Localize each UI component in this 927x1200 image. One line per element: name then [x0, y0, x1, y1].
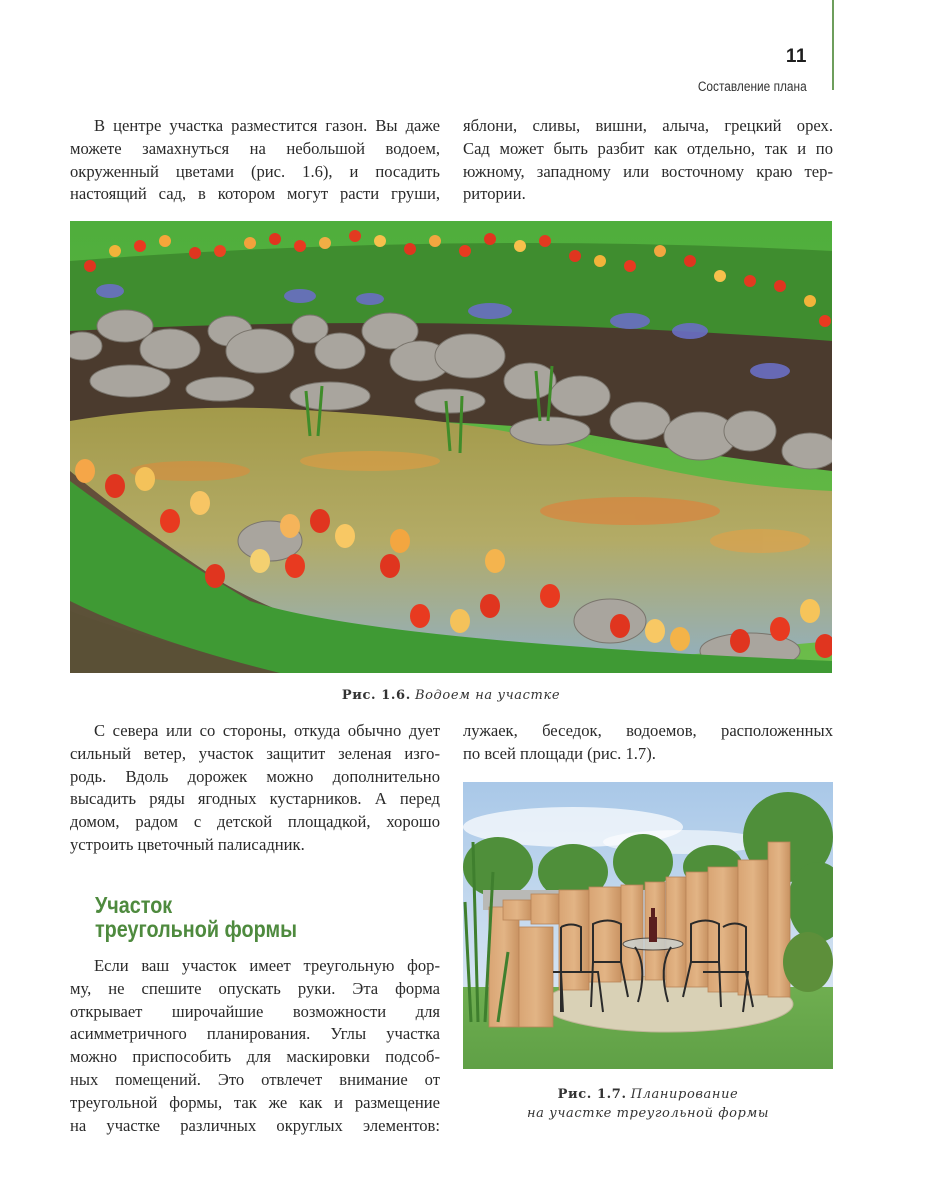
middle-paragraph-left: [70, 720, 440, 857]
intro-paragraph-left: [70, 115, 440, 206]
text-line: му, не спешите опускать руки. Эта форма: [70, 978, 440, 998]
text-line: Сад может быть разбит как отдельно, так и по: [463, 138, 833, 158]
text-line: окруженный цветами (рис. 1.6), и посадить: [70, 161, 440, 181]
header-accent-rule: [832, 0, 834, 90]
text-line: Если ваш участок имеет треугольную фор-: [94, 956, 440, 975]
figure-1-6-photo: [70, 221, 832, 673]
figure-label: Рис. 1.7.: [557, 1087, 627, 1102]
figure-1-7-caption: [463, 1085, 833, 1123]
text-line: можно приспособить для маскировки подсоб-: [70, 1047, 440, 1067]
section-heading-line: треугольной формы: [95, 916, 297, 942]
section-heading: [95, 893, 297, 941]
intro-paragraph-right: [463, 115, 833, 206]
middle-paragraph-right: [463, 720, 833, 766]
text-line: открывает широчайшие возможности для: [70, 1001, 440, 1021]
pond-illustration: [70, 221, 832, 673]
section-paragraph: [70, 955, 440, 1137]
text-line: южному, западному или восточному краю тер-: [463, 161, 833, 181]
text-line: устроить цветочный палисадник.: [70, 834, 305, 854]
text-line: настоящий сад, в котором могут расти груши,: [70, 184, 440, 204]
text-line: В центре участка разместится газон. Вы даже: [94, 116, 440, 135]
text-line: треугольной формы, так же как и размещение: [70, 1092, 440, 1112]
text-line: ных помещений. Это отвлечет внимание от: [70, 1069, 440, 1089]
page-number: 11: [785, 46, 807, 67]
text-line: асимметричного планирования. Углы участка: [70, 1024, 440, 1044]
text-line: домом, радом с детской площадкой, хорошо: [70, 812, 440, 832]
figure-label: Рис. 1.6.: [341, 688, 411, 703]
text-line: яблони, сливы, вишни, алыча, грецкий орех.: [463, 116, 833, 135]
figure-1-7-photo: [463, 782, 833, 1069]
section-heading-line: Участок: [95, 892, 173, 918]
text-line: сильный ветер, участок защитит зеленая изго-: [70, 743, 440, 763]
text-line: высадить ряды ягодных кустарников. А перед: [70, 789, 440, 809]
patio-illustration: [463, 782, 833, 1069]
text-line: С севера или со стороны, откуда обычно дует: [94, 721, 440, 740]
figure-1-6-caption: [70, 686, 832, 705]
figure-title: Водоем на участке: [414, 688, 561, 703]
figure-title-continued: на участке треугольной формы: [526, 1106, 770, 1121]
running-head: Составление плана: [698, 79, 807, 94]
figure-title: Планирование: [630, 1087, 739, 1102]
text-line: ритории.: [463, 184, 526, 204]
text-line: можете замахнуться на небольшой водоем,: [70, 138, 440, 158]
text-line: родь. Вдоль дорожек можно дополнительно: [70, 766, 440, 786]
text-line: на участке различных округлых элементов:: [70, 1115, 440, 1135]
text-line: по всей площади (рис. 1.7).: [463, 743, 656, 763]
text-line: лужаек, беседок, водоемов, расположенных: [463, 721, 833, 740]
